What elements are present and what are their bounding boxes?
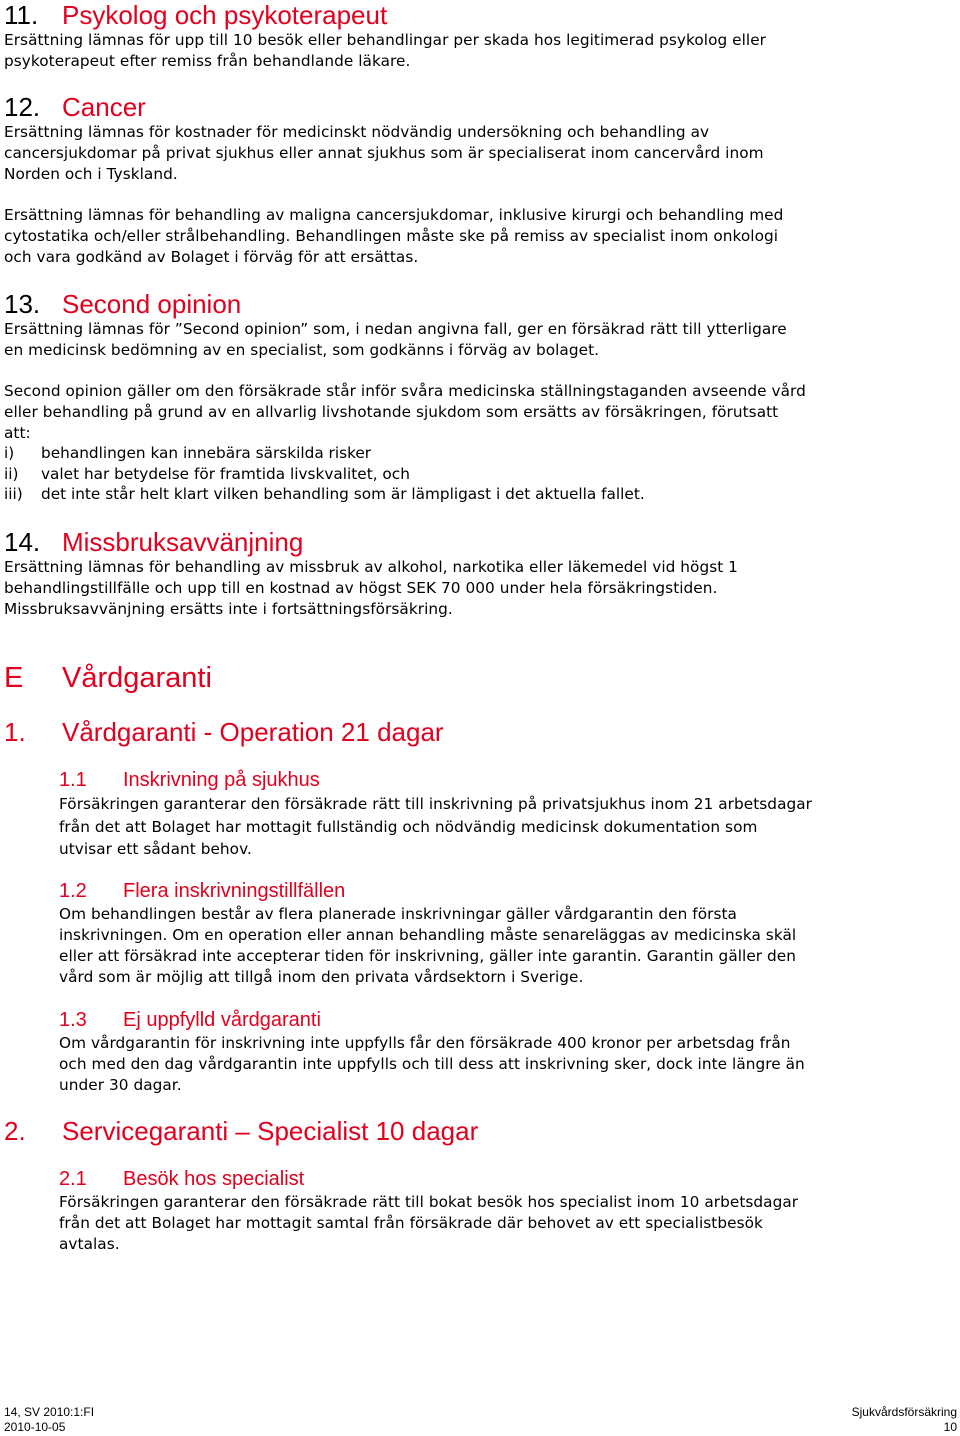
text-line: Ersättning lämnas för behandling av missbruk av alkohol, narkotika eller läkemedel vid högst 1 <box>4 558 738 576</box>
section-title: Psykolog och psykoterapeut <box>62 0 388 30</box>
section-heading-e2 <box>4 1116 479 1146</box>
list-marker: ii) <box>4 465 19 483</box>
section-title: Missbruksavvänjning <box>62 527 304 557</box>
page-number: 10 <box>943 1420 957 1434</box>
text-line: att: <box>4 424 31 442</box>
subsection-number: 1.2 <box>59 880 87 902</box>
subsection-number: 2.1 <box>59 1168 87 1190</box>
chapter-heading-e <box>4 661 212 695</box>
text-line: inskrivningen. Om en operation eller annan behandling måste senareläggas av medicinska skäl <box>59 926 797 944</box>
section-heading-13 <box>4 289 242 319</box>
text-line: och med den dag vårdgarantin inte uppfylls och till dess att inskrivning sker, dock inte längre än <box>59 1055 805 1073</box>
text-line: och vara godkänd av Bolaget i förväg för att ersättas. <box>4 248 419 266</box>
subsection-heading-1-3 <box>59 1008 321 1032</box>
subsection-title: Ej uppfylld vårdgaranti <box>123 1009 321 1031</box>
section-14-paragraph <box>4 557 738 620</box>
subsection-1-2-paragraph <box>59 904 796 988</box>
text-line: eller att försäkrad inte accepterar tiden för inskrivning, gäller inte garantin. Garantin gäller den <box>59 947 797 965</box>
text-line: Försäkringen garanterar den försäkrade rätt till inskrivning på privatsjukhus inom 21 arbetsdagar <box>59 795 813 813</box>
text-line: avtalas. <box>59 1235 120 1253</box>
list-item-text: behandlingen kan innebära särskilda risker <box>41 444 372 462</box>
list-item <box>4 464 410 485</box>
text-line: Ersättning lämnas för ”Second opinion” som, i nedan angivna fall, ger en försäkrad rätt till ytterligare <box>4 320 787 338</box>
section-heading-e1 <box>4 717 444 747</box>
section-12-paragraph-2 <box>4 205 783 268</box>
text-line: Ersättning lämnas för kostnader för medicinskt nödvändig undersökning och behandling av <box>4 123 710 141</box>
text-line: en medicinsk bedömning av en specialist, som godkänns i förväg av bolaget. <box>4 341 600 359</box>
subsection-1-3-paragraph <box>59 1033 805 1096</box>
subsection-title: Inskrivning på sjukhus <box>123 769 320 791</box>
text-line: Missbruksavvänjning ersätts inte i fortsättningsförsäkring. <box>4 600 453 618</box>
section-13-paragraph-2 <box>4 381 806 444</box>
list-item-text: valet har betydelse för framtida livskvalitet, och <box>41 465 410 483</box>
section-title: Vårdgaranti - Operation 21 dagar <box>62 717 444 747</box>
text-line: Norden och i Tyskland. <box>4 165 178 183</box>
subsection-2-1-paragraph <box>59 1192 798 1255</box>
text-line: cancersjukdomar på privat sjukhus eller annat sjukhus som är specialiserat inom cancervård inom <box>4 144 764 162</box>
subsection-title: Flera inskrivningstillfällen <box>123 880 346 902</box>
subsection-title: Besök hos specialist <box>123 1168 305 1190</box>
list-item <box>4 443 371 464</box>
section-number: 11. <box>4 0 39 30</box>
document-code: 14, SV 2010:1:FI <box>4 1405 95 1419</box>
section-title: Second opinion <box>62 289 242 319</box>
text-line: från det att Bolaget har mottagit samtal från försäkrade där behovet av ett specialistbesök <box>59 1214 763 1232</box>
section-11-paragraph <box>4 30 766 72</box>
list-item <box>4 484 645 505</box>
section-number: 1. <box>4 717 26 747</box>
text-line: eller behandling på grund av en allvarlig livshotande sjukdom som ersätts av försäkringen, förutsatt <box>4 403 779 421</box>
section-number: 2. <box>4 1116 26 1146</box>
text-line: under 30 dagar. <box>59 1076 182 1094</box>
section-12-paragraph-1 <box>4 122 764 185</box>
list-marker: iii) <box>4 485 23 503</box>
chapter-title: Vårdgaranti <box>62 662 212 694</box>
text-line: från det att Bolaget har mottagit fullständig och nödvändig medicinsk dokumentation som <box>59 817 758 836</box>
text-line: Om vårdgarantin för inskrivning inte uppfylls får den försäkrade 400 kronor per arbetsdag från <box>59 1034 791 1052</box>
section-13-paragraph-1 <box>4 319 787 361</box>
text-line: Om behandlingen består av flera planerade inskrivningar gäller vårdgarantin den första <box>59 905 737 923</box>
text-line: psykoterapeut efter remiss från behandlande läkare. <box>4 52 411 70</box>
subsection-heading-1-2 <box>59 879 346 903</box>
text-line: Second opinion gäller om den försäkrade står inför svåra medicinska ställningstaganden avseende vård <box>4 382 806 400</box>
text-line: utvisar ett sådant behov. <box>59 840 252 858</box>
section-heading-12 <box>4 92 146 122</box>
section-number: 13. <box>4 289 41 319</box>
text-line: cytostatika och/eller strålbehandling. Behandlingen måste ske på remiss av specialist inom onkologi <box>4 227 779 245</box>
text-line: Försäkringen garanterar den försäkrade rätt till bokat besök hos specialist inom 10 arbetsdagar <box>59 1193 799 1211</box>
document-date: 2010-10-05 <box>4 1420 66 1434</box>
subsection-heading-1-1 <box>59 768 320 792</box>
section-title: Servicegaranti – Specialist 10 dagar <box>62 1116 479 1146</box>
text-line: Ersättning lämnas för upp till 10 besök eller behandlingar per skada hos legitimerad psykolog eller <box>4 31 767 49</box>
footer-left <box>4 1405 94 1435</box>
list-item-text: det inte står helt klart vilken behandling som är lämpligast i det aktuella fallet. <box>41 485 645 503</box>
document-title: Sjukvårdsförsäkring <box>851 1405 957 1419</box>
text-line: behandlingstillfälle och upp till en kostnad av högst SEK 70 000 under hela försäkringstiden. <box>4 579 718 597</box>
section-heading-14 <box>4 527 304 557</box>
list-marker: i) <box>4 444 15 462</box>
subsection-number: 1.1 <box>59 769 87 791</box>
footer-right <box>852 1405 957 1435</box>
subsection-heading-2-1 <box>59 1167 305 1191</box>
section-title: Cancer <box>62 92 146 122</box>
chapter-letter: E <box>4 662 24 694</box>
text-line: Ersättning lämnas för behandling av maligna cancersjukdomar, inklusive kirurgi och behandling med <box>4 206 784 224</box>
section-number: 12. <box>4 92 41 122</box>
section-heading-11 <box>4 0 388 30</box>
subsection-1-1-paragraph <box>59 793 812 861</box>
text-line: vård som är möjlig att tillgå inom den privata vårdsektorn i Sverige. <box>59 968 584 986</box>
subsection-number: 1.3 <box>59 1009 87 1031</box>
section-number: 14. <box>4 527 41 557</box>
